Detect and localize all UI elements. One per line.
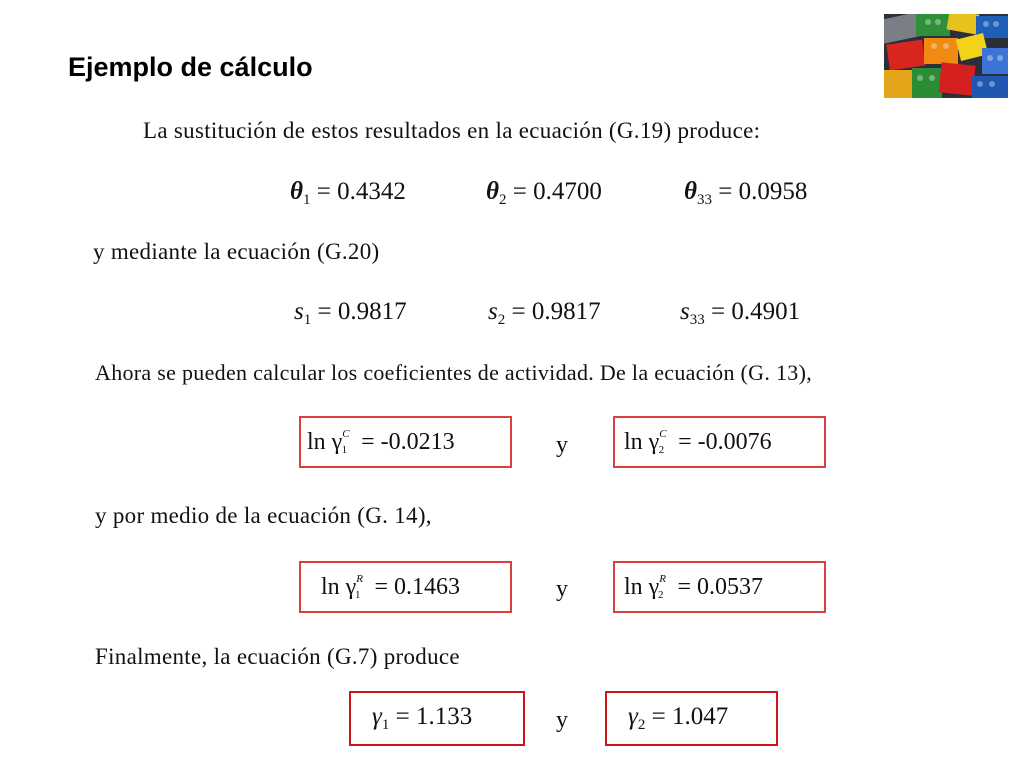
s-1: $s_1 = 0.9817$ bbox=[294, 298, 407, 328]
ln-gamma2-c: $\ln \gamma^C2 = -0.0076$ bbox=[624, 428, 772, 456]
ln-gamma1-c: $\ln \gamma^C1 = -0.0213$ bbox=[307, 428, 455, 456]
ln-gamma2-r: $\ln \gamma^R2 = 0.0537$ bbox=[624, 573, 764, 601]
ahora-text: Ahora se pueden calcular los coeficientes de actividad. De la ecuación (G. 13), bbox=[95, 360, 812, 385]
conj-y-1: y bbox=[556, 432, 568, 458]
s-2: $s_2 = 0.9817$ bbox=[488, 298, 601, 328]
theta-2: $\theta_2 = 0.4700$ bbox=[486, 178, 602, 208]
slide-title: Ejemplo de cálculo bbox=[68, 52, 313, 82]
gamma2: $\gamma_2 = 1.047$ bbox=[628, 703, 729, 733]
mediante-text: y mediante la ecuación (G.20) bbox=[93, 239, 380, 264]
conj-y-2: y bbox=[556, 576, 568, 602]
intro-text: La sustitución de estos resultados en la ecuación (G.19) produce: bbox=[143, 118, 761, 143]
theta-33: $\theta_{33} = 0.0958$ bbox=[684, 178, 808, 208]
gamma1: $\gamma_1 = 1.133$ bbox=[372, 703, 473, 733]
ln-gamma1-r: $\ln \gamma^R1 = 0.1463$ bbox=[321, 573, 461, 601]
s-33: $s_{33} = 0.4901$ bbox=[680, 298, 801, 328]
por-medio-text: y por medio de la ecuación (G. 14), bbox=[95, 503, 432, 528]
theta-1: $\theta_1 = 0.4342$ bbox=[290, 178, 406, 208]
finalmente-text: Finalmente, la ecuación (G.7) produce bbox=[95, 644, 460, 669]
conj-y-3: y bbox=[556, 707, 568, 733]
lego-bricks-image bbox=[884, 14, 1008, 98]
